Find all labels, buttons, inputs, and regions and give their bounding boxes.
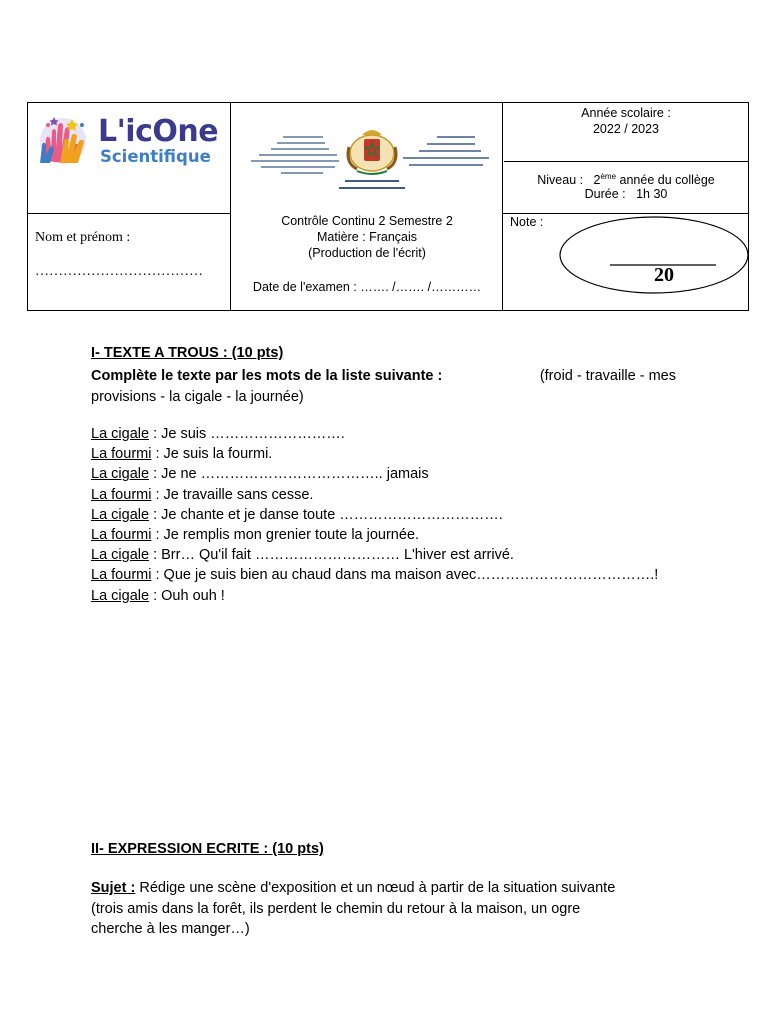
speaker: La cigale [91,506,150,523]
student-name-label: Nom et prénom : [35,230,131,245]
subject-line-3: cherche à les manger…) [91,921,250,937]
line-text[interactable]: : Je ne ……………………………….. jamais [149,466,429,483]
line-text: : Je remplis mon grenier toute la journée. [151,526,420,543]
speaker: La cigale [91,426,150,442]
subject-line-1: Rédige une scène d'exposition et un nœud à partir de la situation suivante [135,880,616,896]
dialog-line [91,586,691,606]
dialog-line [91,485,691,505]
line-text: : Ouh ouh ! [149,587,225,604]
dialog-line [91,565,691,585]
speaker: La fourmi [91,526,152,543]
school-year-label: Année scolaire : [581,106,671,120]
tifinagh-text-graphic [251,137,339,173]
dialog-line [91,444,691,464]
level-sup: ème [600,172,617,181]
exam-date[interactable]: Date de l'examen : ……. /……. /………… [252,280,482,294]
arabic-text-graphic [403,137,489,165]
instruction-words-line2: provisions - la cigale - la journée) [91,388,304,405]
subject-label: Sujet : [91,880,136,896]
exam-header-table [27,102,749,311]
line-text: : Je suis la fourmi. [151,446,273,463]
logo-hands-icon [34,111,94,169]
exam-subject: Matière : Français [316,230,418,244]
line-text[interactable]: : Je suis ………………………. [149,426,345,442]
logo-title: L'icOne [98,114,219,149]
duration-value: 1h 30 [636,187,668,201]
coat-of-arms-icon [348,130,396,174]
header-divider [504,161,748,162]
instruction-words-line1: (froid - travaille - mes [539,368,676,384]
directorate-text-graphic [339,181,405,188]
line-text[interactable]: : Que je suis bien au chaud dans ma maison avec……………………………….! [151,567,659,584]
line-text: : Je travaille sans cesse. [151,486,314,503]
ministry-emblem [241,107,503,203]
exam-title: Contrôle Continu 2 Semestre 2 [281,214,453,228]
dialog-line [91,424,691,444]
level-number: 2 [593,173,601,188]
instruction-bold: Complète le texte par les mots de la liste suivante : [91,368,443,384]
line-text[interactable]: : Je chante et je danse toute ……………………………. [149,506,503,523]
level-label: Niveau : [537,173,584,188]
student-name-field[interactable]: ……………………………… [35,264,203,279]
dialog-line [91,464,691,484]
exam-subject-detail: (Production de l'écrit) [308,246,426,260]
logo-subtitle: Scientifique [100,147,211,166]
fill-in-dialog [91,424,691,606]
subject-line-2: (trois amis dans la forêt, ils perdent le chemin du retour à la maison, un ogre [91,900,581,917]
speaker: La cigale [91,587,150,604]
section-1-instruction [91,366,676,407]
note-total: 20 [654,264,674,286]
dialog-line [91,525,691,545]
school-year-value: 2022 / 2023 [592,122,660,136]
section-1-title: I- TEXTE A TROUS : (10 pts) [91,345,284,361]
section-2-title: II- EXPRESSION ECRITE : (10 pts) [91,841,324,857]
speaker: La fourmi [91,567,152,584]
header-divider [230,103,231,310]
level-rest: année du collège [619,173,715,188]
duration-label: Durée : [584,187,626,201]
note-label: Note : [510,215,544,229]
licone-logo [34,111,224,171]
speaker: La cigale [91,547,150,564]
dialog-line [91,505,691,525]
header-divider [28,213,230,214]
line-text[interactable]: : Brr… Qu'il fait ………………………… L'hiver est arrivé. [149,547,514,564]
writing-prompt [91,878,691,940]
dialog-line [91,545,691,565]
speaker: La fourmi [91,486,152,503]
speaker: La cigale [91,466,150,483]
duration-line [504,186,748,202]
speaker: La fourmi [91,446,152,463]
